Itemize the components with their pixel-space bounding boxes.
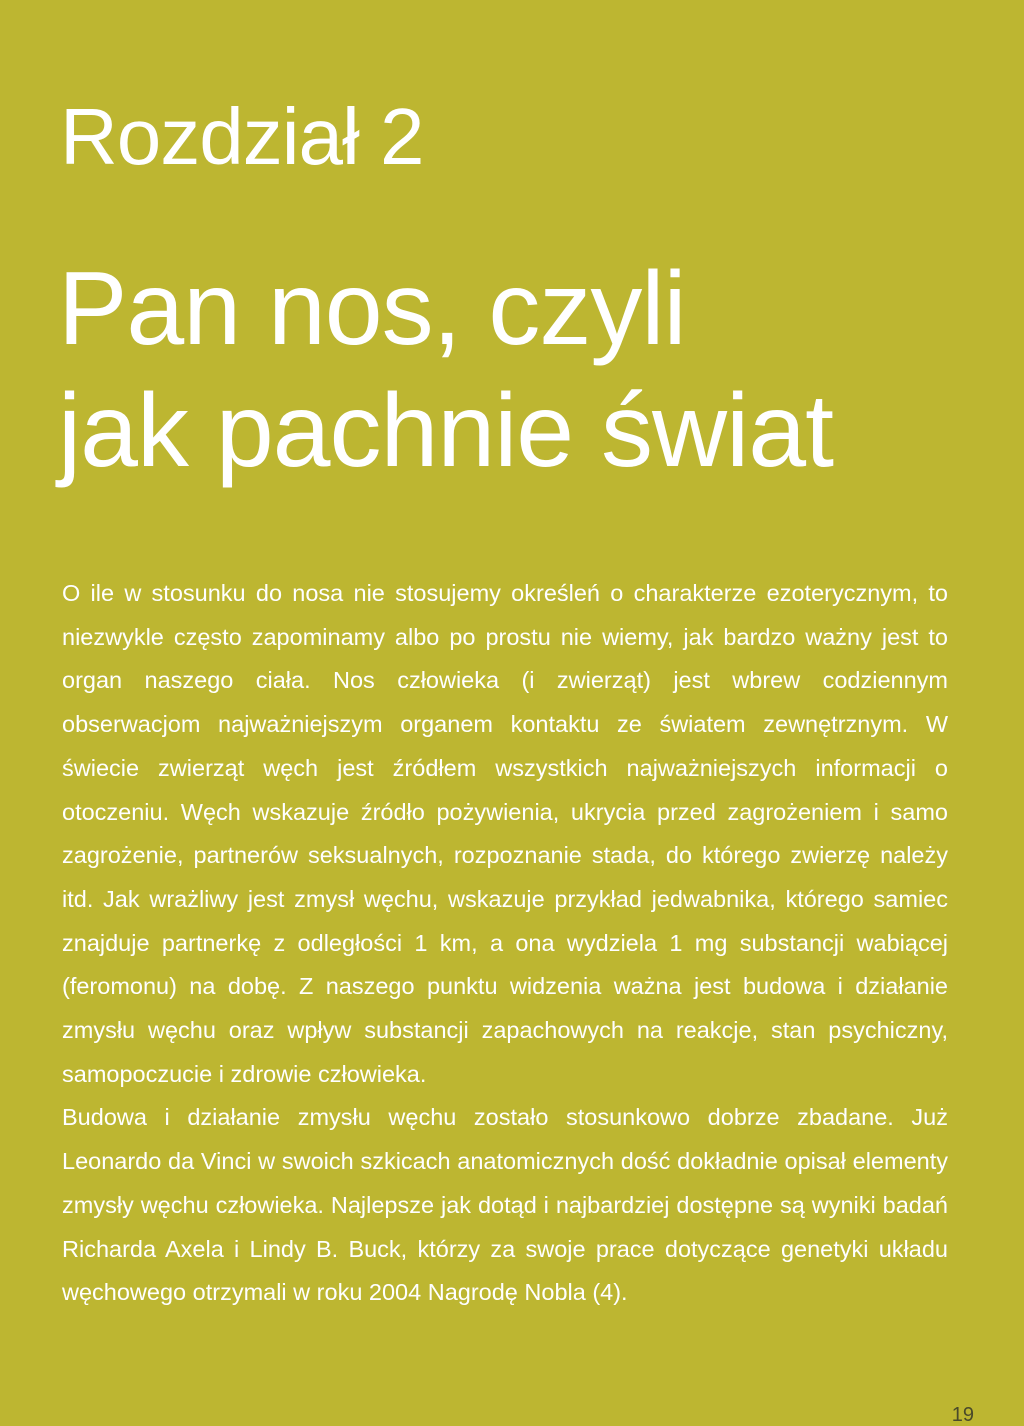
paragraph: O ile w stosunku do nosa nie stosujemy określeń o charakterze ezoterycznym, to niezwykle często zapominamy albo po prostu nie wiemy, jak bardzo ważny jest to organ naszego ciała. Nos człowieka (i zwierząt) jest wbrew codziennym obserwacjom najważniejszym organem kontaktu ze światem zewnętrznym. W świecie zwierząt węch jest źródłem wszystkich najważniejszych informacji o otoczeniu. Węch wskazuje źródło pożywienia, ukrycia przed zagrożeniem i samo zagrożenie, partnerów seksualnych, rozpoznanie stada, do którego zwierzę należy itd. Jak wrażliwy jest zmysł węchu, wskazuje przykład jedwabnika, którego samiec znajduje partnerkę z odległości 1 km, a ona wydziela 1 mg substancji wabiącej (feromonu) na dobę. Z naszego punktu widzenia ważna jest budowa i działanie zmysłu węchu oraz wpływ substancji zapachowych na reakcje, stan psychiczny, samopoczucie i zdrowie człowieka.: [62, 580, 948, 1087]
chapter-title: [58, 248, 978, 492]
paragraph: Budowa i działanie zmysłu węchu zostało stosunkowo dobrze zbadane. Już Leonardo da Vinci w swoich szkicach anatomicznych dość dokładnie opisał elementy zmysły węchu człowieka. Najlepsze jak dotąd i najbardziej dostępne są wyniki badań Richarda Axela i Lindy B. Buck, którzy za swoje prace dotyczące genetyki układu węchowego otrzymali w roku 2004 Nagrodę Nobla (4).: [62, 1104, 948, 1306]
chapter-title-line: Pan nos, czyli: [58, 251, 686, 367]
body-text: [62, 572, 948, 1315]
page-number: 19: [951, 1404, 974, 1426]
chapter-title-line: jak pachnie świat: [58, 373, 833, 489]
chapter-label: Rozdział 2: [60, 92, 424, 181]
